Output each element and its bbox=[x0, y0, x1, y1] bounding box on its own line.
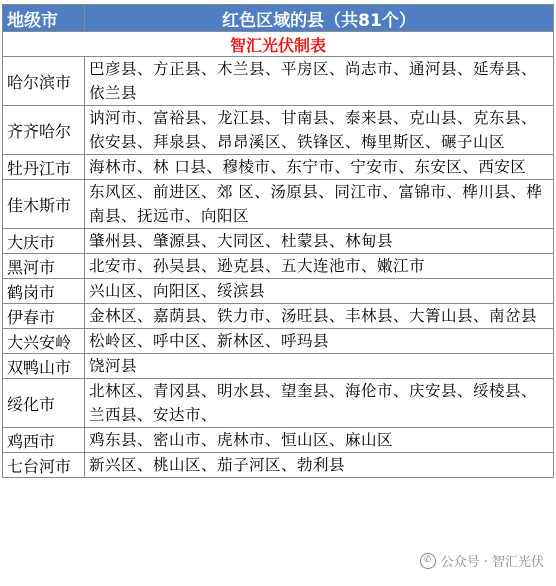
table-row bbox=[3, 155, 554, 180]
wechat-icon: ✆ bbox=[420, 553, 436, 569]
table-row bbox=[3, 106, 554, 155]
counties-cell: 金林区、嘉荫县、铁力市、汤旺县、丰林县、大箐山县、南岔县 bbox=[85, 304, 554, 329]
subtitle-row bbox=[3, 32, 554, 57]
county-column-header: 红色区域的县（共81个） bbox=[85, 5, 554, 32]
counties-cell: 讷河市、富裕县、龙江县、甘南县、泰来县、克山县、克东县、依安县、拜泉县、昂昂溪区、铁锋区、梅里斯区、碾子山区 bbox=[85, 106, 554, 155]
counties-cell: 饶河县 bbox=[85, 354, 554, 379]
city-cell: 大兴安岭 bbox=[3, 329, 85, 354]
counties-cell: 鸡东县、密山市、虎林市、恒山区、麻山区 bbox=[85, 428, 554, 453]
city-cell: 鹤岗市 bbox=[3, 279, 85, 304]
counties-cell: 东风区、前进区、郊 区、汤原县、同江市、富锦市、桦川县、桦南县、抚远市、向阳区 bbox=[85, 180, 554, 229]
table-row bbox=[3, 229, 554, 254]
table-row bbox=[3, 57, 554, 106]
counties-cell: 巴彦县、方正县、木兰县、平房区、尚志市、通河县、延寿县、依兰县 bbox=[85, 57, 554, 106]
city-cell: 牡丹江市 bbox=[3, 155, 85, 180]
county-table bbox=[2, 4, 554, 478]
table-row bbox=[3, 453, 554, 478]
city-cell: 七台河市 bbox=[3, 453, 85, 478]
table-row bbox=[3, 304, 554, 329]
city-cell: 绥化市 bbox=[3, 379, 85, 428]
table-row bbox=[3, 254, 554, 279]
counties-cell: 北林区、青冈县、明水县、望奎县、海伦市、庆安县、绥棱县、兰西县、安达市、 bbox=[85, 379, 554, 428]
table-row bbox=[3, 379, 554, 428]
city-cell: 大庆市 bbox=[3, 229, 85, 254]
table-row bbox=[3, 279, 554, 304]
watermark bbox=[416, 549, 548, 572]
table-row bbox=[3, 329, 554, 354]
city-cell: 伊春市 bbox=[3, 304, 85, 329]
counties-cell: 兴山区、向阳区、绥滨县 bbox=[85, 279, 554, 304]
counties-cell: 松岭区、呼中区、新林区、呼玛县 bbox=[85, 329, 554, 354]
counties-cell: 北安市、孙吴县、逊克县、五大连池市、嫩江市 bbox=[85, 254, 554, 279]
table-subtitle: 智汇光伏制表 bbox=[3, 32, 554, 57]
counties-cell: 新兴区、桃山区、茄子河区、勃利县 bbox=[85, 453, 554, 478]
city-cell: 黑河市 bbox=[3, 254, 85, 279]
city-cell: 哈尔滨市 bbox=[3, 57, 85, 106]
table-row bbox=[3, 180, 554, 229]
counties-cell: 肇州县、肇源县、大同区、杜蒙县、林甸县 bbox=[85, 229, 554, 254]
city-cell: 双鸭山市 bbox=[3, 354, 85, 379]
table-header bbox=[3, 5, 554, 32]
table-row bbox=[3, 428, 554, 453]
city-cell: 佳木斯市 bbox=[3, 180, 85, 229]
city-cell: 鸡西市 bbox=[3, 428, 85, 453]
table-row bbox=[3, 354, 554, 379]
counties-cell: 海林市、林 口县、穆棱市、东宁市、宁安市、东安区、西安区 bbox=[85, 155, 554, 180]
city-column-header: 地级市 bbox=[3, 5, 85, 32]
city-cell: 齐齐哈尔 bbox=[3, 106, 85, 155]
watermark-text: 公众号 · 智汇光伏 bbox=[440, 555, 544, 570]
